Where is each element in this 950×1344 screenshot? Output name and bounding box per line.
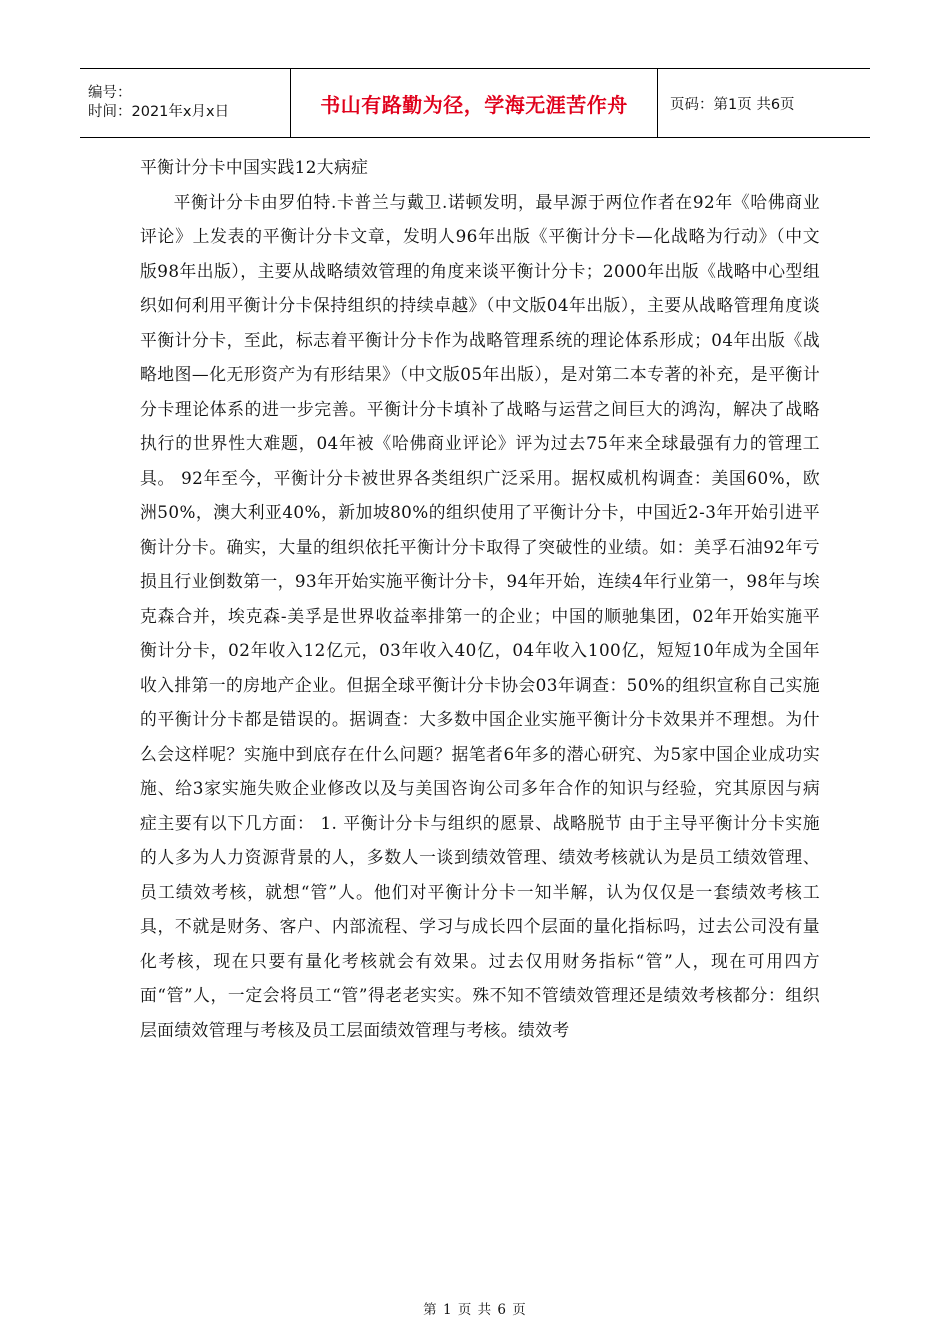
header-meta (80, 69, 290, 137)
header-motto-cell (290, 69, 658, 137)
document-content (140, 150, 820, 1047)
document-number-label: 编号： (88, 85, 132, 101)
document-time-label: 时间：2021年x月x日 (88, 104, 230, 120)
document-body: 平衡计分卡由罗伯特.卡普兰与戴卫.诺顿发明，最早源于两位作者在92年《哈佛商业评论》上发表的平衡计分卡文章，发明人96年出版《平衡计分卡—化战略为行动》（中文版98年出版），主要从战略绩效管理的角度来谈平衡计分卡；2000年出版《战略中心型组织如何利用平衡计分卡保持组织的持续卓越》（中文版04年出版），主要从战略管理角度谈平衡计分卡，至此，标志着平衡计分卡作为战略管理系统的理论体系形成；04年出版《战略地图—化无形资产为有形结果》（中文版05年出版），是对第二本专著的补充，是平衡计分卡理论体系的进一步完善。平衡计分卡填补了战略与运营之间巨大的鸿沟，解决了战略执行的世界性大难题，04年被《哈佛商业评论》评为过去75年来全球最强有力的管理工具。 92年至今，平衡计分卡被世界各类组织广泛采用。据权威机构调查：美国60%，欧洲50%，澳大利亚40%，新加坡80%的组织使用了平衡计分卡，中国近2-3年开始引进平衡计分卡。确实，大量的组织依托平衡计分卡取得了突破性的业绩。如：美孚石油92年亏损且行业倒数第一，93年开始实施平衡计分卡，94年开始，连续4年行业第一，98年与埃克森合并，埃克森-美孚是世界收益率排第一的企业；中国的顺驰集团，02年开始实施平衡计分卡，02年收入12亿元，03年收入40亿，04年收入100亿，短短10年成为全国年收入排第一的房地产企业。但据全球平衡计分卡协会03年调查：50%的组织宣称自己实施的平衡计分卡都是错误的。据调查：大多数中国企业实施平衡计分卡效果并不理想。为什么会这样呢？实施中到底存在什么问题？据笔者6年多的潜心研究、为5家中国企业成功实施、给3家实施失败企业修改以及与美国咨询公司多年合作的知识与经验，究其原因与病症主要有以下几方面： 1. 平衡计分卡与组织的愿景、战略脱节 由于主导平衡计分卡实施的人多为人力资源背景的人，多数人一谈到绩效管理、绩效考核就认为是员工绩效管理、员工绩效考核，就想“管”人。他们对平衡计分卡一知半解，认为仅仅是一套绩效考核工具，不就是财务、客户、内部流程、学习与成长四个层面的量化指标吗，过去公司没有量化考核，现在只要有量化考核就会有效果。过去仅用财务指标“管”人，现在可用四方面“管”人，一定会将员工“管”得老老实实。殊不知不管绩效管理还是绩效考核都分：组织层面绩效管理与考核及员工层面绩效管理与考核。绩效考 (140, 191, 820, 1040)
header-motto: 书山有路勤为径，学海无涯苦作舟 (320, 92, 628, 117)
header-page-cell (658, 69, 870, 137)
page-footer: 第 1 页 共 6 页 (423, 1302, 527, 1318)
document-header (80, 68, 870, 138)
header-page-code: 页码：第1页 共6页 (670, 96, 795, 113)
document-title: 平衡计分卡中国实践12大病症 (140, 157, 369, 177)
